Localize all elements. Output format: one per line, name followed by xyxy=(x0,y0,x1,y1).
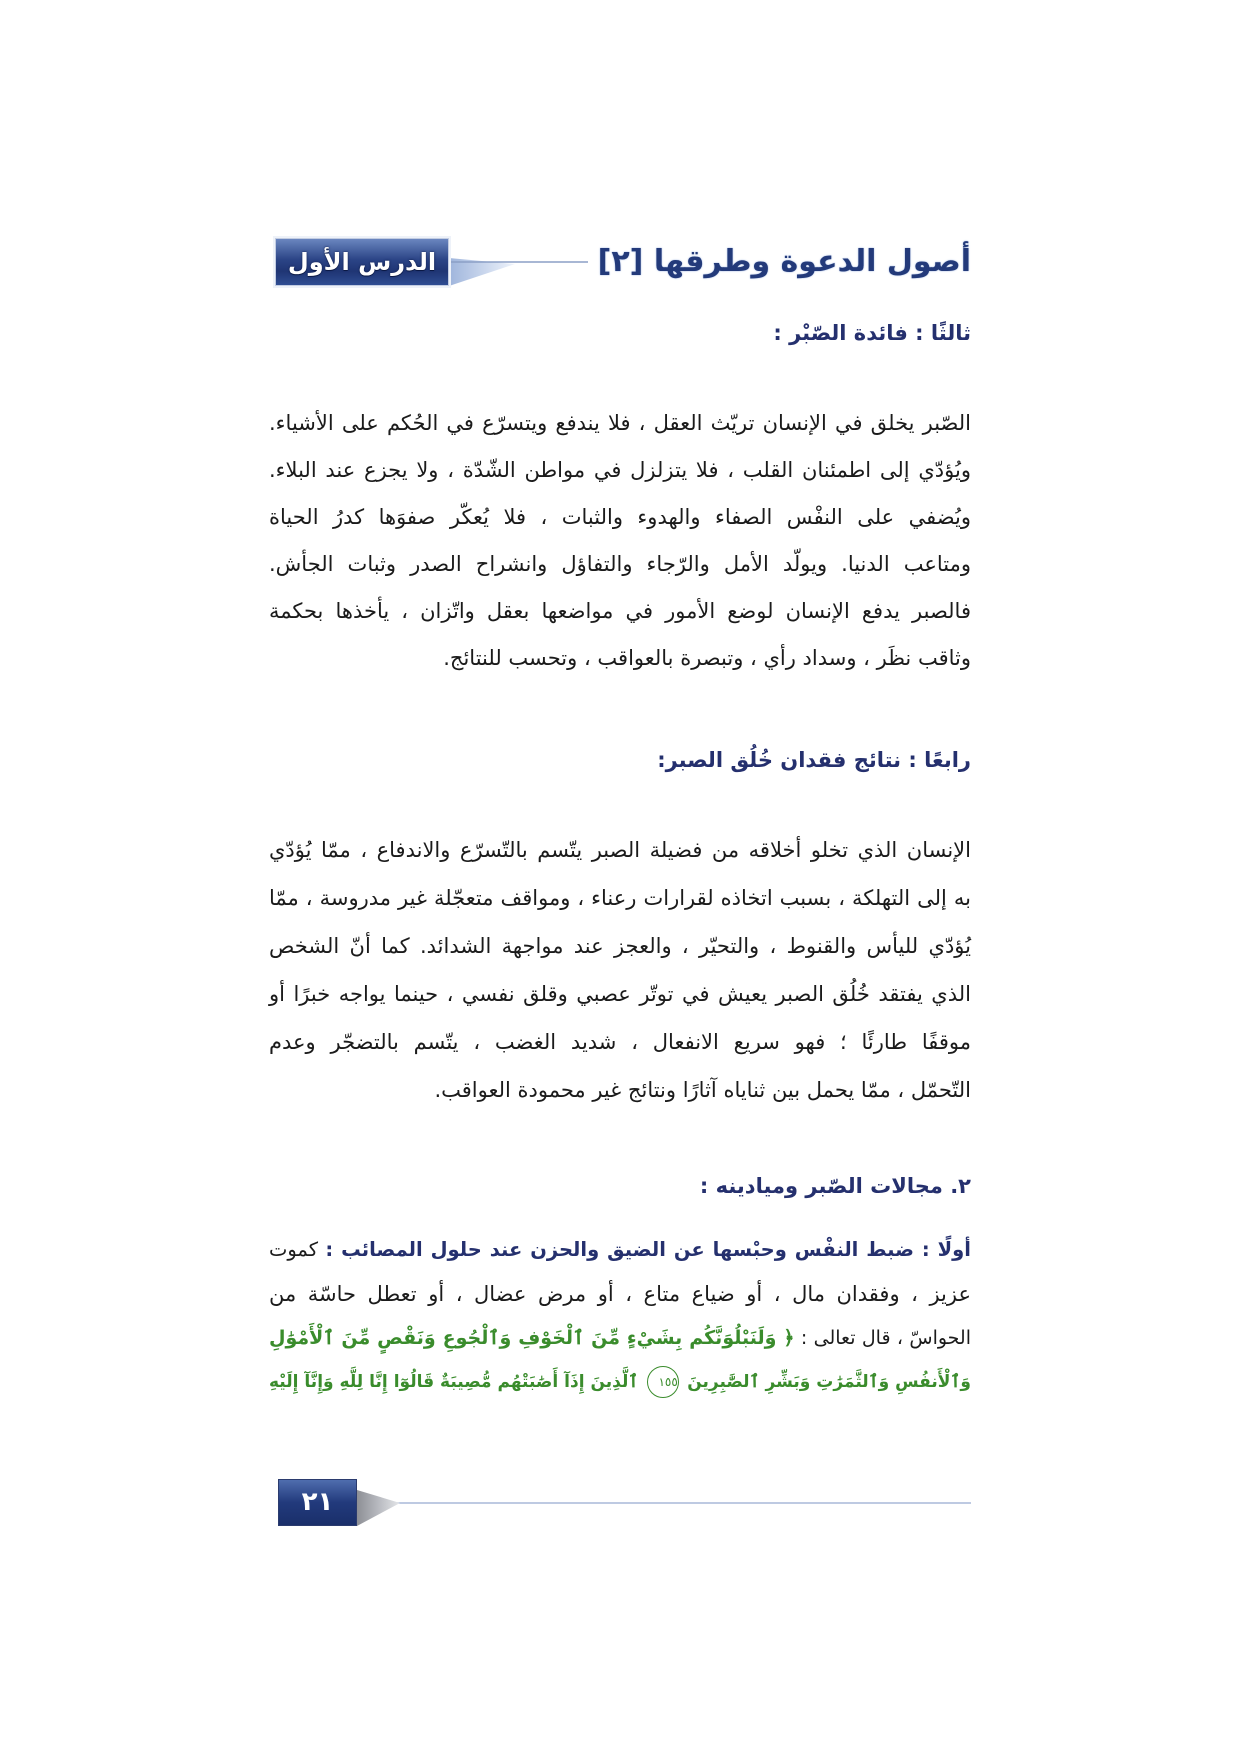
paragraph-line: التّحمّل ، ممّا يحمل بين ثناياه آثارًا ونتائج غير محمودة العواقب. xyxy=(434,1078,971,1102)
page-number: ٢١ xyxy=(301,1487,334,1517)
footer-decoration xyxy=(0,1460,1240,1550)
paragraph-line: الصّبر يخلق في الإنسان تريّث العقل ، فلا يندفع ويتسرّع في الحُكم على الأشياء. xyxy=(269,411,971,435)
section-heading-benefit: ثالثًا : فائدة الصّبْر : xyxy=(773,321,971,345)
paragraph-line: به إلى التهلكة ، بسبب اتخاذه لقرارات رعناء ، ومواقف متعجّلة غير مدروسة ، ممّا xyxy=(269,886,971,910)
quran-verse: ٱلَّذِينَ إِذَآ أَصَٰبَتْهُم مُّصِيبَةٌ قَالُوٓا إِنَّا لِلَّهِ وَإِنَّآ إِلَيْهِ xyxy=(269,1372,639,1392)
page-number-box xyxy=(278,1479,357,1526)
paragraph-text: الحواسّ ، قال تعالى : xyxy=(800,1327,971,1349)
quran-verse: وَٱلْأَنفُسِ وَٱلثَّمَرَٰتِ وَبَشِّرِ ٱلصَّٰبِرِينَ xyxy=(687,1372,971,1392)
ayah-number-marker: ١٥٥ xyxy=(647,1366,679,1398)
page-number-shadow xyxy=(357,1490,400,1526)
paragraph-line: ويُؤدّي إلى اطمئنان القلب ، فلا يتزلزل في مواطن الشّدّة ، ولا يجزع عند البلاء. xyxy=(269,458,971,482)
paragraph-line xyxy=(269,1362,971,1402)
paragraph-line: وثاقب نظَر ، وسداد رأي ، وتبصرة بالعواقب ، وتحسب للنتائج. xyxy=(443,646,971,670)
paragraph-line: ومتاعب الدنيا. ويولّد الأمل والرّجاء والتفاؤل وانشراح الصدر وثبات الجأش. xyxy=(269,552,971,576)
paragraph-line: ويُضفي على النفْس الصفاء والهدوء والثبات ، فلا يُعكّر صفوَها كدرُ الحياة xyxy=(269,505,971,529)
section-heading-fields: ٢. مجالات الصّبر وميادينه : xyxy=(699,1174,971,1198)
section-heading-consequences: رابعًا : نتائج فقدان خُلُق الصبر: xyxy=(657,748,971,772)
paragraph-line xyxy=(269,1318,971,1358)
paragraph-line: يُؤدّي لليأس والقنوط ، والتحيّر ، والعجز عند مواجهة الشدائد. كما أنّ الشخص xyxy=(269,934,971,958)
paragraph-line: فالصبر يدفع الإنسان لوضع الأمور في مواضعها بعقل واتّزان ، يأخذها بحكمة xyxy=(269,599,971,623)
lesson-label-box xyxy=(275,238,449,286)
book-title: أصول الدعوة وطرقها [٢] xyxy=(597,244,971,279)
paragraph-line: الإنسان الذي تخلو أخلاقه من فضيلة الصبر يتّسم بالتّسرّع والاندفاع ، ممّا يُؤدّي xyxy=(269,838,971,862)
subheading-self-control: أولًا : ضبط النفْس وحبْسها عن الضيق والحزن عند حلول المصائب : xyxy=(325,1238,971,1261)
header-wedge xyxy=(449,258,515,286)
paragraph-line: عزيز ، وفقدان مال ، أو ضياع متاع ، أو مرض عضال ، أو تعطل حاسّة من xyxy=(269,1282,971,1306)
paragraph-line: موقفًا طارئًا ؛ فهو سريع الانفعال ، شديد الغضب ، يتّسم بالتضجّر وعدم xyxy=(269,1030,971,1054)
lesson-label: الدرس الأول xyxy=(287,248,437,276)
quran-verse: ﴿ وَلَنَبْلُوَنَّكُم بِشَيْءٍ مِّنَ ٱلْخَوْفِ وَٱلْجُوعِ وَنَقْصٍ مِّنَ ٱلْأَمْوَٰلِ xyxy=(269,1327,795,1349)
paragraph-line xyxy=(269,1230,971,1270)
paragraph-text: كموت xyxy=(269,1238,318,1261)
paragraph-line: الذي يفتقد خُلُق الصبر يعيش في توتّر عصبي وقلق نفسي ، حينما يواجه خبرًا أو xyxy=(269,982,971,1006)
